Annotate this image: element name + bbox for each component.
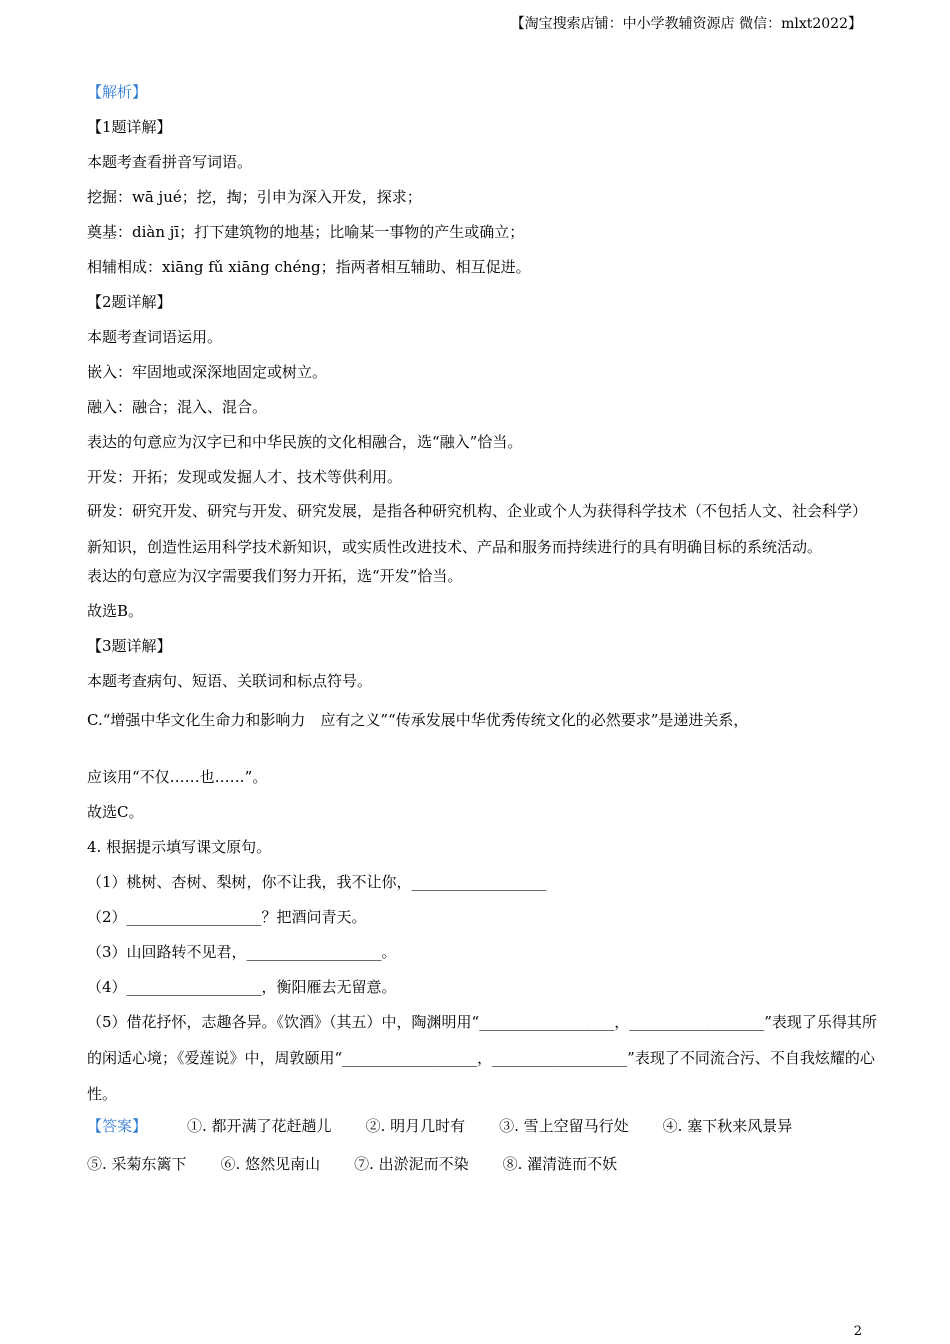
text-line: 本题考查病句、短语、关联词和标点符号。 — [87, 672, 373, 690]
text-line: 应该用“不仅……也……”。 — [87, 768, 268, 786]
question-4-item: （4）__________________，衡阳雁去无留意。 — [87, 978, 397, 996]
answer-row-1 — [87, 1114, 877, 1152]
answer-item: ⑧. 濯清涟而不妖 — [502, 1155, 618, 1173]
page-header: 【淘宝搜索店铺：中小学教辅资源店 微信：mlxt2022】 — [510, 16, 862, 32]
page-number: 2 — [853, 1324, 862, 1339]
answer-item: ⑤. 采菊东篱下 — [87, 1155, 187, 1173]
answer-item: ④. 塞下秋来风景异 — [662, 1117, 793, 1135]
question-4-item-5: （5）借花抒怀，志趣各异。《饮酒》（其五）中，陶渊明用“__________________，__________________”表现了乐得其所的闲适心境；《爱莲说》中，周敦颐用“__________________，__________________”表现了不同流合污、不自我炫耀的心性。 — [87, 1013, 877, 1103]
document-body — [87, 80, 877, 1190]
question-4-item: （1）桃树、杏树、梨树，你不让我，我不让你，__________________ — [87, 873, 547, 891]
question-4-title: 4. 根据提示填写课文原句。 — [87, 838, 272, 856]
text-line: 故选C。 — [87, 803, 144, 821]
text-line: 【2题详解】 — [87, 293, 172, 311]
answer-item: ③. 雪上空留马行处 — [499, 1117, 629, 1135]
text-line: 【3题详解】 — [87, 637, 172, 655]
research-paragraph: 研发：研究开发、研究与开发、研究发展，是指各种研究机构、企业或个人为获得科学技术（不包括人文、社会科学）新知识，创造性运用科学技术新知识，或实质性改进技术、产品和服务而持续进行的具有明确目标的系统活动。 — [87, 502, 868, 556]
text-line: 融入：融合；混入、混合。 — [87, 398, 268, 416]
answer-item: ②. 明月几时有 — [365, 1117, 466, 1135]
text-line: 嵌入：牢固地或深深地固定或树立。 — [87, 363, 328, 381]
text-line: 【1题详解】 — [87, 118, 172, 136]
analysis-label: 【解析】 — [87, 83, 148, 101]
text-line: 本题考查词语运用。 — [87, 328, 223, 346]
text-line: 开发：开拓；发现或发掘人才、技术等供利用。 — [87, 468, 403, 486]
text-line: 表达的句意应为汉字已和中华民族的文化相融合，选“融入”恰当。 — [87, 433, 523, 451]
answer-item: ⑥. 悠然见南山 — [220, 1155, 321, 1173]
text-line: 挖掘：wā jué；挖，掏；引申为深入开发，探求； — [87, 188, 422, 206]
text-line: 奠基：diàn jī；打下建筑物的地基；比喻某一事物的产生或确立； — [87, 223, 525, 241]
text-line: 表达的句意应为汉字需要我们努力开拓，选“开发”恰当。 — [87, 567, 463, 585]
answer-label: 【答案】 — [87, 1117, 148, 1135]
question-4-item: （3）山回路转不见君，__________________。 — [87, 943, 397, 961]
answer-item: ①. 都开满了花赶趟儿 — [187, 1117, 332, 1135]
text-line: 本题考查看拼音写词语。 — [87, 153, 253, 171]
text-line: 故选B。 — [87, 602, 144, 620]
text-line-c: C.“增强中华文化生命力和影响力 应有之义”“传承发展中华优秀传统文化的必然要求”是递进关系， — [87, 711, 749, 729]
question-4-item: （2）__________________？把酒问青天。 — [87, 908, 367, 926]
answer-item: ⑦. 出淤泥而不染 — [354, 1155, 469, 1173]
text-line: 相辅相成：xiāng fǔ xiāng chéng；指两者相互辅助、相互促进。 — [87, 258, 531, 276]
answer-row-2 — [87, 1152, 877, 1190]
